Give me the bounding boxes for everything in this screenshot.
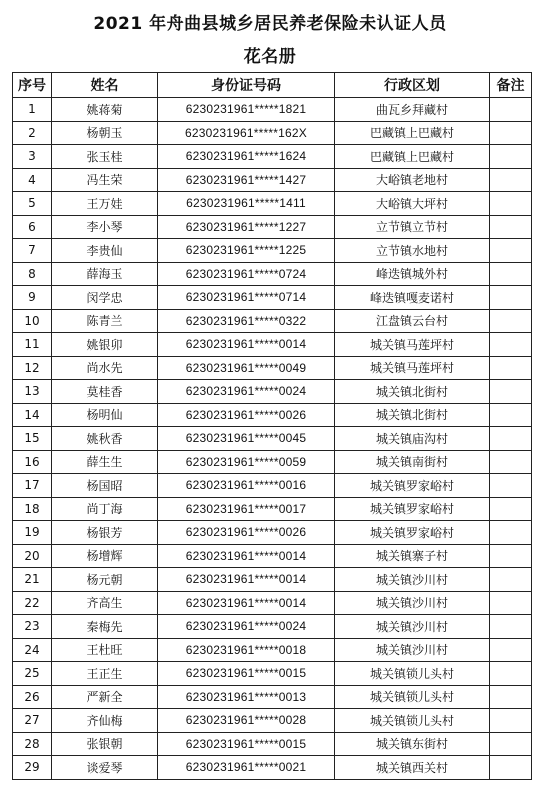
cell-id-number: 6230231961*****1411 xyxy=(158,192,335,216)
cell-serial: 22 xyxy=(13,591,52,615)
header-id-number: 身份证号码 xyxy=(158,73,335,98)
cell-serial: 21 xyxy=(13,568,52,592)
cell-serial: 23 xyxy=(13,615,52,639)
table-row xyxy=(13,380,532,404)
cell-admin-area: 城关镇沙川村 xyxy=(335,568,490,592)
table-row xyxy=(13,732,532,756)
cell-remarks xyxy=(490,239,532,263)
cell-admin-area: 城关镇南街村 xyxy=(335,450,490,474)
cell-name: 杨银芳 xyxy=(52,521,158,545)
cell-admin-area: 城关镇北街村 xyxy=(335,380,490,404)
cell-remarks xyxy=(490,192,532,216)
cell-id-number: 6230231961*****1225 xyxy=(158,239,335,263)
cell-serial: 4 xyxy=(13,168,52,192)
table-row xyxy=(13,568,532,592)
cell-serial: 6 xyxy=(13,215,52,239)
cell-serial: 13 xyxy=(13,380,52,404)
cell-name: 冯生荣 xyxy=(52,168,158,192)
cell-id-number: 6230231961*****1227 xyxy=(158,215,335,239)
cell-remarks xyxy=(490,450,532,474)
cell-remarks xyxy=(490,756,532,780)
cell-name: 齐高生 xyxy=(52,591,158,615)
table-row xyxy=(13,262,532,286)
table-row xyxy=(13,145,532,169)
cell-serial: 20 xyxy=(13,544,52,568)
cell-serial: 14 xyxy=(13,403,52,427)
cell-remarks xyxy=(490,215,532,239)
cell-serial: 8 xyxy=(13,262,52,286)
cell-id-number: 6230231961*****1624 xyxy=(158,145,335,169)
cell-remarks xyxy=(490,262,532,286)
cell-remarks xyxy=(490,98,532,122)
cell-admin-area: 巴藏镇上巴藏村 xyxy=(335,145,490,169)
cell-id-number: 6230231961*****0026 xyxy=(158,403,335,427)
cell-serial: 10 xyxy=(13,309,52,333)
table-row xyxy=(13,356,532,380)
cell-id-number: 6230231961*****0059 xyxy=(158,450,335,474)
cell-serial: 17 xyxy=(13,474,52,498)
table-row xyxy=(13,638,532,662)
cell-admin-area: 巴藏镇上巴藏村 xyxy=(335,121,490,145)
table-row xyxy=(13,98,532,122)
table-row xyxy=(13,615,532,639)
cell-remarks xyxy=(490,662,532,686)
table-row xyxy=(13,333,532,357)
cell-remarks xyxy=(490,638,532,662)
cell-serial: 3 xyxy=(13,145,52,169)
cell-id-number: 6230231961*****0015 xyxy=(158,662,335,686)
cell-admin-area: 城关镇东街村 xyxy=(335,732,490,756)
table-row xyxy=(13,544,532,568)
cell-remarks xyxy=(490,168,532,192)
cell-name: 姚银卯 xyxy=(52,333,158,357)
header-remarks: 备注 xyxy=(490,73,532,98)
cell-name: 姚蒋菊 xyxy=(52,98,158,122)
cell-admin-area: 城关镇庙沟村 xyxy=(335,427,490,451)
cell-remarks xyxy=(490,591,532,615)
cell-serial: 27 xyxy=(13,709,52,733)
cell-name: 姚秋香 xyxy=(52,427,158,451)
cell-id-number: 6230231961*****0017 xyxy=(158,497,335,521)
cell-admin-area: 城关镇沙川村 xyxy=(335,638,490,662)
cell-id-number: 6230231961*****0013 xyxy=(158,685,335,709)
cell-id-number: 6230231961*****0014 xyxy=(158,591,335,615)
cell-name: 薛海玉 xyxy=(52,262,158,286)
cell-remarks xyxy=(490,121,532,145)
cell-serial: 25 xyxy=(13,662,52,686)
cell-serial: 29 xyxy=(13,756,52,780)
cell-remarks xyxy=(490,286,532,310)
cell-remarks xyxy=(490,427,532,451)
cell-name: 王杜旺 xyxy=(52,638,158,662)
table-row xyxy=(13,168,532,192)
cell-admin-area: 城关镇沙川村 xyxy=(335,591,490,615)
table-row xyxy=(13,709,532,733)
cell-id-number: 6230231961*****0024 xyxy=(158,380,335,404)
cell-remarks xyxy=(490,732,532,756)
cell-id-number: 6230231961*****0015 xyxy=(158,732,335,756)
cell-serial: 18 xyxy=(13,497,52,521)
cell-name: 齐仙梅 xyxy=(52,709,158,733)
cell-admin-area: 城关镇锁儿头村 xyxy=(335,685,490,709)
table-row xyxy=(13,403,532,427)
cell-remarks xyxy=(490,380,532,404)
table-row xyxy=(13,591,532,615)
cell-admin-area: 城关镇锁儿头村 xyxy=(335,709,490,733)
cell-admin-area: 峰迭镇城外村 xyxy=(335,262,490,286)
cell-admin-area: 大峪镇老地村 xyxy=(335,168,490,192)
cell-remarks xyxy=(490,544,532,568)
table-row xyxy=(13,685,532,709)
cell-remarks xyxy=(490,145,532,169)
cell-name: 李小琴 xyxy=(52,215,158,239)
cell-name: 闵学忠 xyxy=(52,286,158,310)
cell-serial: 9 xyxy=(13,286,52,310)
cell-admin-area: 城关镇锁儿头村 xyxy=(335,662,490,686)
cell-admin-area: 曲瓦乡拜藏村 xyxy=(335,98,490,122)
cell-remarks xyxy=(490,474,532,498)
cell-serial: 12 xyxy=(13,356,52,380)
cell-name: 李贵仙 xyxy=(52,239,158,263)
table-row xyxy=(13,521,532,545)
table-row xyxy=(13,427,532,451)
table-row xyxy=(13,239,532,263)
document-title: 2021 年舟曲县城乡居民养老保险未认证人员 xyxy=(93,14,447,34)
cell-serial: 11 xyxy=(13,333,52,357)
cell-remarks xyxy=(490,568,532,592)
cell-id-number: 6230231961*****0714 xyxy=(158,286,335,310)
table-body xyxy=(13,98,532,780)
cell-remarks xyxy=(490,309,532,333)
cell-id-number: 6230231961*****0021 xyxy=(158,756,335,780)
cell-admin-area: 峰迭镇嘎麦诺村 xyxy=(335,286,490,310)
table-row xyxy=(13,121,532,145)
cell-id-number: 6230231961*****1427 xyxy=(158,168,335,192)
cell-name: 杨朝玉 xyxy=(52,121,158,145)
cell-id-number: 6230231961*****0028 xyxy=(158,709,335,733)
cell-name: 尚丁海 xyxy=(52,497,158,521)
cell-serial: 7 xyxy=(13,239,52,263)
cell-id-number: 6230231961*****0014 xyxy=(158,568,335,592)
cell-remarks xyxy=(490,521,532,545)
table-row xyxy=(13,756,532,780)
cell-id-number: 6230231961*****0014 xyxy=(158,333,335,357)
cell-serial: 24 xyxy=(13,638,52,662)
cell-name: 杨国昭 xyxy=(52,474,158,498)
cell-remarks xyxy=(490,497,532,521)
table-row xyxy=(13,450,532,474)
cell-remarks xyxy=(490,709,532,733)
cell-name: 莫桂香 xyxy=(52,380,158,404)
cell-id-number: 6230231961*****0018 xyxy=(158,638,335,662)
cell-serial: 26 xyxy=(13,685,52,709)
cell-serial: 1 xyxy=(13,98,52,122)
header-name: 姓名 xyxy=(52,73,158,98)
cell-id-number: 6230231961*****0024 xyxy=(158,615,335,639)
cell-admin-area: 城关镇寨子村 xyxy=(335,544,490,568)
cell-name: 严新全 xyxy=(52,685,158,709)
cell-admin-area: 城关镇罗家峪村 xyxy=(335,497,490,521)
cell-id-number: 6230231961*****162X xyxy=(158,121,335,145)
cell-admin-area: 立节镇立节村 xyxy=(335,215,490,239)
cell-admin-area: 大峪镇大坪村 xyxy=(335,192,490,216)
header-serial: 序号 xyxy=(13,73,52,98)
document-subtitle: 花名册 xyxy=(243,47,297,67)
table-row xyxy=(13,474,532,498)
cell-name: 谈爱琴 xyxy=(52,756,158,780)
cell-id-number: 6230231961*****1821 xyxy=(158,98,335,122)
cell-remarks xyxy=(490,685,532,709)
cell-admin-area: 城关镇马莲坪村 xyxy=(335,356,490,380)
cell-remarks xyxy=(490,615,532,639)
cell-name: 王正生 xyxy=(52,662,158,686)
header-admin-area: 行政区划 xyxy=(335,73,490,98)
cell-id-number: 6230231961*****0322 xyxy=(158,309,335,333)
cell-serial: 2 xyxy=(13,121,52,145)
cell-name: 张玉桂 xyxy=(52,145,158,169)
cell-name: 王万娃 xyxy=(52,192,158,216)
cell-id-number: 6230231961*****0045 xyxy=(158,427,335,451)
cell-name: 陈青兰 xyxy=(52,309,158,333)
cell-serial: 5 xyxy=(13,192,52,216)
table-row xyxy=(13,497,532,521)
cell-admin-area: 城关镇罗家峪村 xyxy=(335,521,490,545)
table-row xyxy=(13,192,532,216)
table-row xyxy=(13,662,532,686)
table-row xyxy=(13,215,532,239)
cell-name: 杨元朝 xyxy=(52,568,158,592)
cell-admin-area: 立节镇水地村 xyxy=(335,239,490,263)
cell-id-number: 6230231961*****0016 xyxy=(158,474,335,498)
table-header-row xyxy=(13,73,532,98)
cell-serial: 19 xyxy=(13,521,52,545)
cell-admin-area: 城关镇北街村 xyxy=(335,403,490,427)
cell-name: 尚水先 xyxy=(52,356,158,380)
cell-admin-area: 城关镇沙川村 xyxy=(335,615,490,639)
cell-id-number: 6230231961*****0014 xyxy=(158,544,335,568)
cell-remarks xyxy=(490,356,532,380)
roster-table xyxy=(12,72,532,780)
cell-admin-area: 江盘镇云台村 xyxy=(335,309,490,333)
cell-remarks xyxy=(490,333,532,357)
cell-admin-area: 城关镇西关村 xyxy=(335,756,490,780)
cell-name: 薛生生 xyxy=(52,450,158,474)
cell-name: 张银朝 xyxy=(52,732,158,756)
cell-serial: 28 xyxy=(13,732,52,756)
cell-id-number: 6230231961*****0026 xyxy=(158,521,335,545)
cell-admin-area: 城关镇马莲坪村 xyxy=(335,333,490,357)
cell-serial: 16 xyxy=(13,450,52,474)
cell-name: 杨明仙 xyxy=(52,403,158,427)
cell-remarks xyxy=(490,403,532,427)
table-row xyxy=(13,286,532,310)
cell-id-number: 6230231961*****0049 xyxy=(158,356,335,380)
cell-admin-area: 城关镇罗家峪村 xyxy=(335,474,490,498)
table-row xyxy=(13,309,532,333)
cell-serial: 15 xyxy=(13,427,52,451)
cell-id-number: 6230231961*****0724 xyxy=(158,262,335,286)
cell-name: 杨增辉 xyxy=(52,544,158,568)
cell-name: 秦梅先 xyxy=(52,615,158,639)
